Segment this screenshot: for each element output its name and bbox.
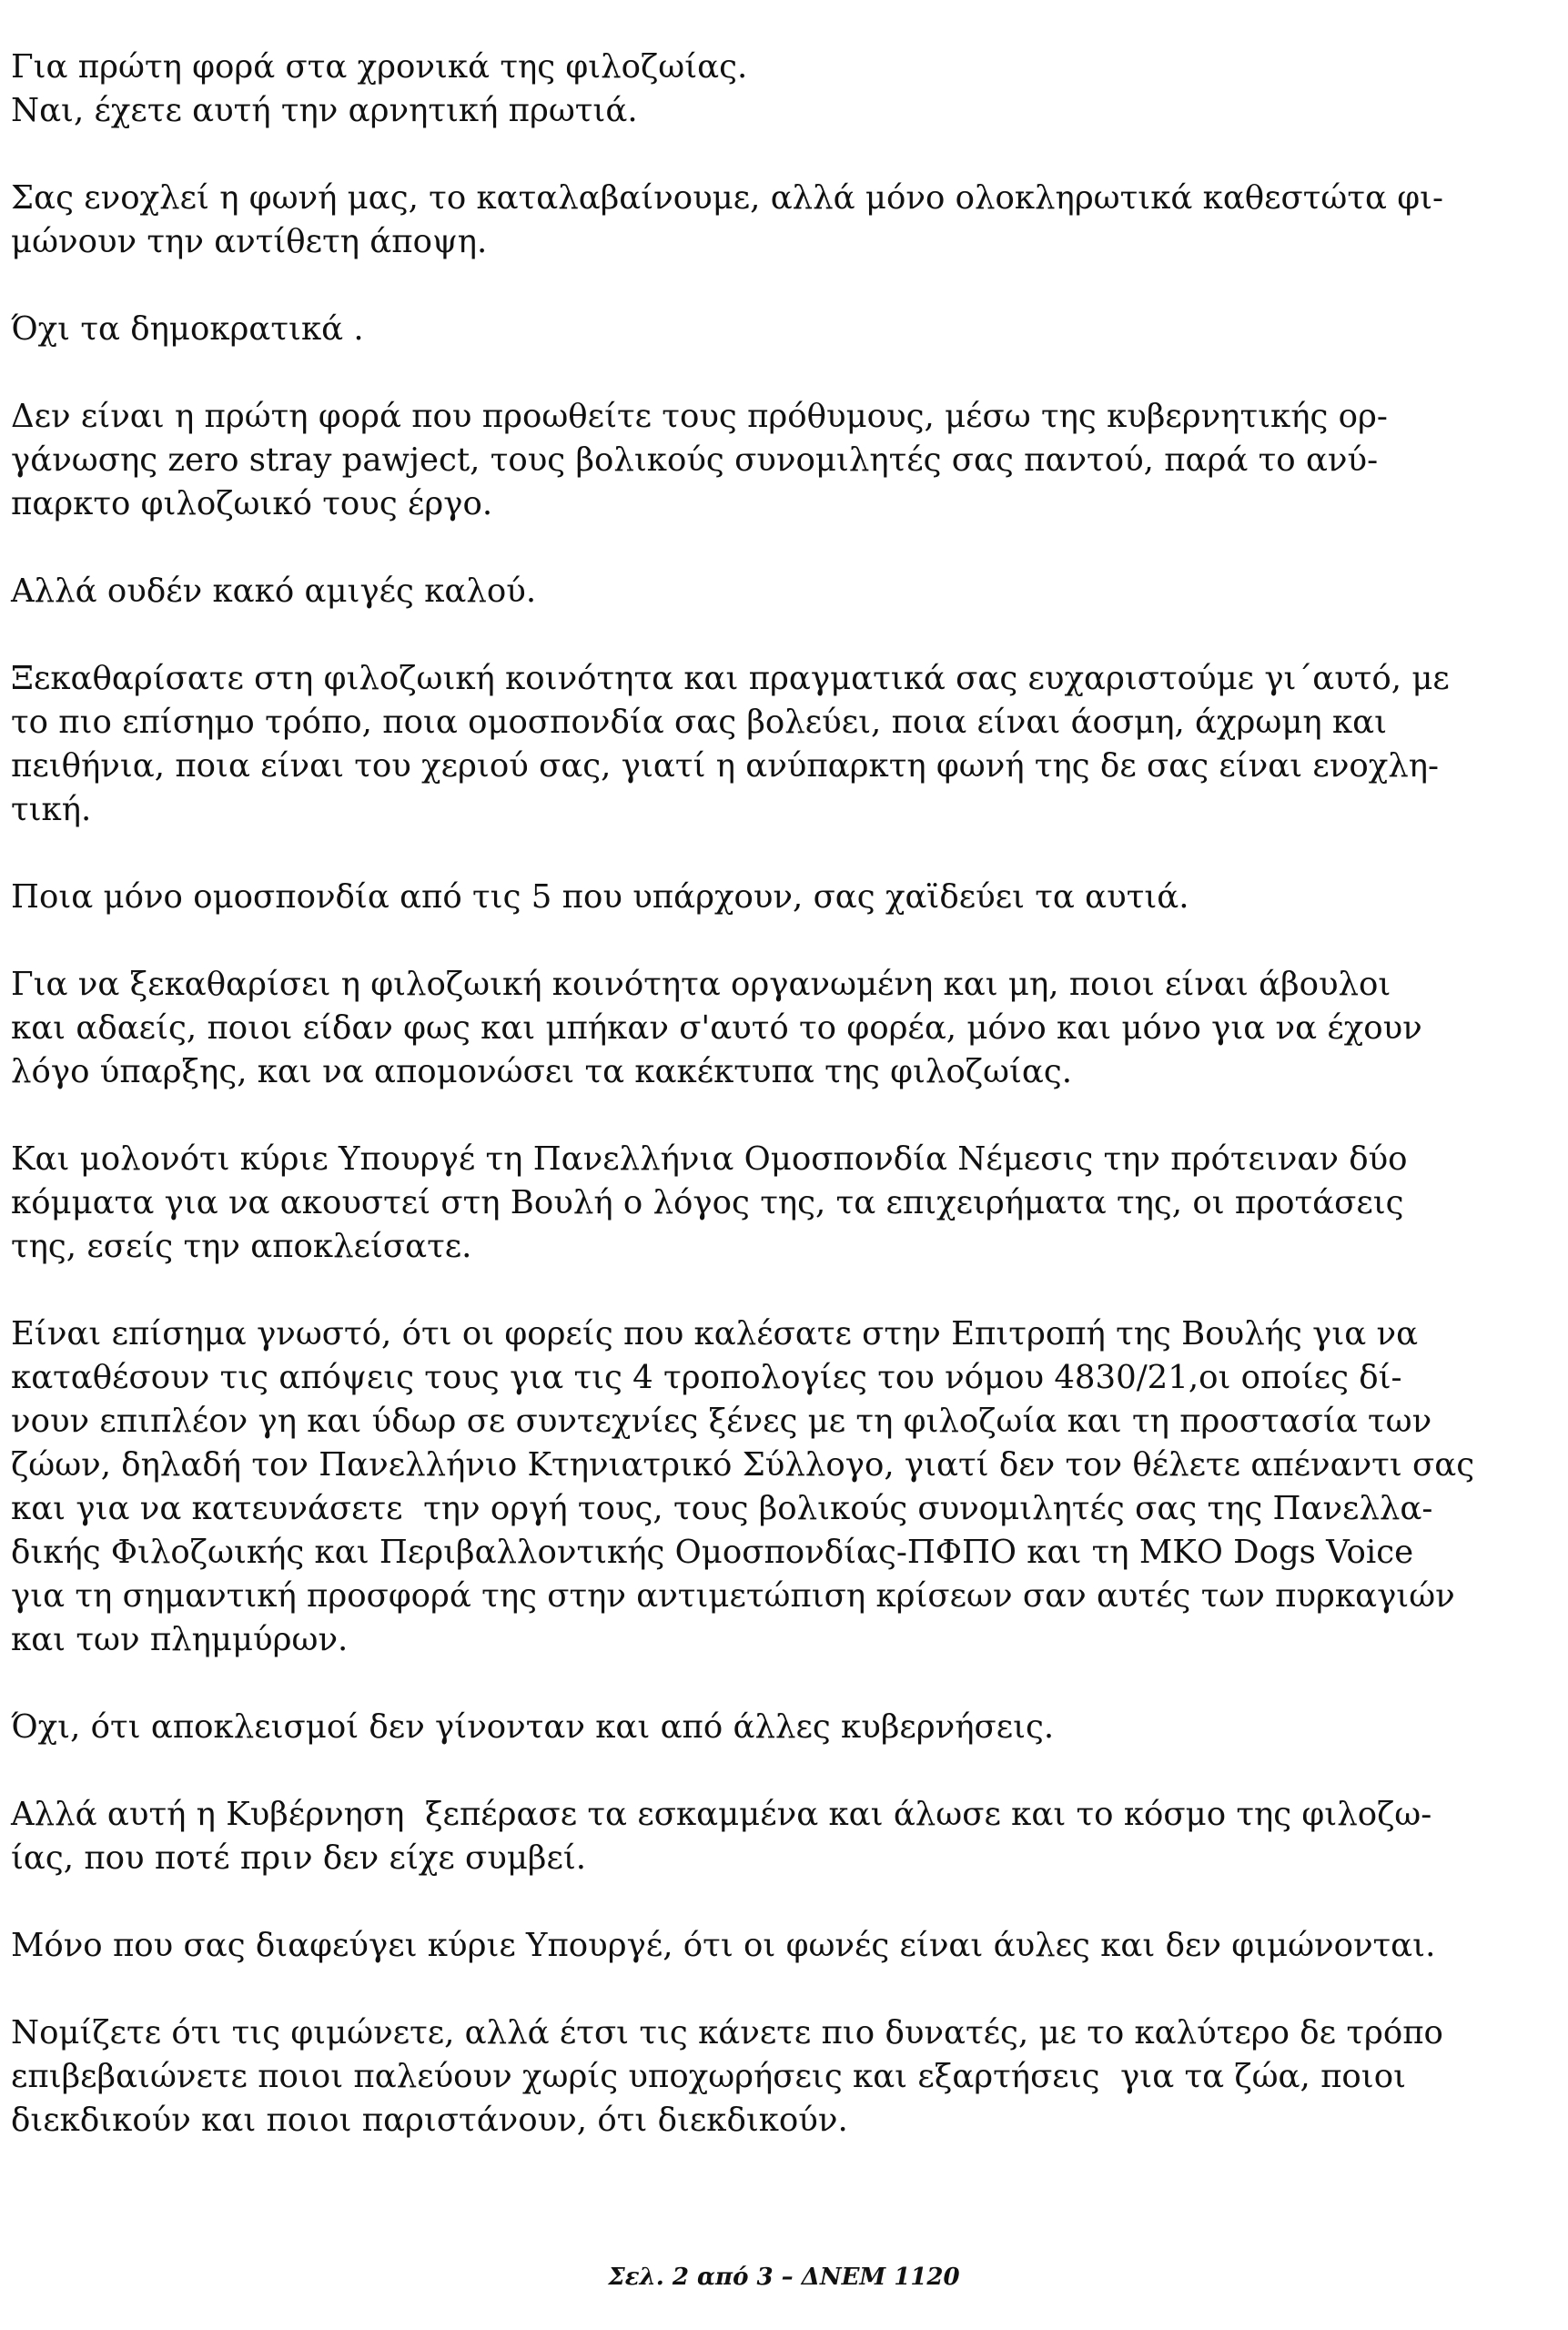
text-line: της, εσείς την αποκλείσατε. [11, 1228, 472, 1265]
text-line: για τη σημαντική προσφορά της στην αντιμετώπιση κρίσεων σαν αυτές των πυρκαγιών [11, 1577, 1455, 1615]
text-line: Όχι τα δημοκρατικά . [11, 310, 364, 348]
text-line: δικής Φιλοζωικής και Περιβαλλοντικής Ομοσπονδίας-ΠΦΠΟ και τη ΜΚΟ Dogs Voice [11, 1534, 1414, 1571]
paragraph-9 [11, 1138, 1549, 1269]
text-line: Μόνο που σας διαφεύγει κύριε Υπουργέ, ότι οι φωνές είναι άυλες και δεν φιμώνονται. [11, 1927, 1436, 1964]
paragraph-11 [11, 1706, 1549, 1749]
text-line: Και μολονότι κύριε Υπουργέ τη Πανελλήνια Ομοσπονδία Νέμεσις την πρότειναν δύο [11, 1140, 1408, 1178]
paragraph-3 [11, 308, 1549, 351]
text-line: Όχι, ότι αποκλεισμοί δεν γίνονταν και από άλλες κυβερνήσεις. [11, 1708, 1055, 1746]
text-line: διεκδικούν και ποιοι παριστάνουν, ότι διεκδικούν. [11, 2102, 848, 2139]
text-line: Σας ενοχλεί η φωνή μας, το καταλαβαίνουμε, αλλά μόνο ολοκληρωτικά καθεστώτα φι- [11, 179, 1444, 217]
text-line: παρκτο φιλοζωικό τους έργο. [11, 485, 493, 522]
text-line: καταθέσουν τις απόψεις τους για τις 4 τροπολογίες του νόμου 4830/21,οι οποίες δί- [11, 1359, 1402, 1396]
text-line: κόμματα για να ακουστεί στη Βουλή ο λόγος της, τα επιχειρήματα της, οι προτάσεις [11, 1184, 1404, 1221]
text-line: Για να ξεκαθαρίσει η φιλοζωική κοινότητα οργανωμένη και μη, ποιοι είναι άβουλοι [11, 966, 1391, 1003]
text-line: γάνωσης zero stray pawject, τους βολικούς συνομιλητές σας παντού, παρά το ανύ- [11, 441, 1379, 479]
text-line: Αλλά αυτή η Κυβέρνηση ξεπέρασε τα εσκαμμένα και άλωσε και το κόσμο της φιλοζω- [11, 1796, 1432, 1833]
paragraph-5 [11, 570, 1549, 613]
text-line: και των πλημμύρων. [11, 1621, 349, 1658]
text-line: επιβεβαιώνετε ποιοι παλεύουν χωρίς υποχωρήσεις και εξαρτήσεις για τα ζώα, ποιοι [11, 2058, 1407, 2095]
text-line: Δεν είναι η πρώτη φορά που προωθείτε τους πρόθυμους, μέσω της κυβερνητικής ορ- [11, 398, 1388, 435]
paragraph-8 [11, 963, 1549, 1094]
paragraph-13 [11, 1924, 1549, 1968]
paragraph-12 [11, 1793, 1549, 1880]
text-line: πειθήνια, ποια είναι του χεριού σας, γιατί η ανύπαρκτη φωνή της δε σας είναι ενοχλη- [11, 747, 1440, 785]
text-line: Νομίζετε ότι τις φιμώνετε, αλλά έτσι τις κάνετε πιο δυνατές, με το καλύτερο δε τρόπο [11, 2014, 1443, 2051]
text-line: ίας, που ποτέ πριν δεν είχε συμβεί. [11, 1839, 587, 1877]
text-line: Ξεκαθαρίσατε στη φιλοζωική κοινότητα και πραγματικά σας ευχαριστούμε γι΄αυτό, με [11, 660, 1450, 697]
text-line: Αλλά ουδέν κακό αμιγές καλού. [11, 572, 537, 610]
text-line: Είναι επίσημα γνωστό, ότι οι φορείς που καλέσατε στην Επιτροπή της Βουλής για να [11, 1315, 1419, 1352]
paragraph-4 [11, 395, 1549, 526]
text-line: και αδαείς, ποιοι είδαν φως και μπήκαν σ'αυτό το φορέα, μόνο και μόνο για να έχουν [11, 1009, 1422, 1047]
text-line: Για πρώτη φορά στα χρονικά της φιλοζωίας. [11, 48, 748, 86]
document-body [11, 46, 1549, 2186]
text-line: και για να κατευνάσετε την οργή τους, τους βολικούς συνομιλητές σας της Πανελλα- [11, 1490, 1433, 1527]
paragraph-2 [11, 177, 1549, 264]
paragraph-10 [11, 1312, 1549, 1662]
text-line: λόγο ύπαρξης, και να απομονώσει τα κακέκτυπα της φιλοζωίας. [11, 1053, 1073, 1090]
paragraph-7 [11, 876, 1549, 919]
text-line: ζώων, δηλαδή τον Πανελλήνιο Κτηνιατρικό Σύλλογο, γιατί δεν τον θέλετε απέναντι σας [11, 1446, 1475, 1484]
text-line: το πιο επίσημο τρόπο, ποια ομοσπονδία σας βολεύει, ποια είναι άοσμη, άχρωμη και [11, 704, 1388, 741]
text-line: νουν επιπλέον γη και ύδωρ σε συντεχνίες ξένες με τη φιλοζωία και τη προστασία των [11, 1403, 1432, 1440]
paragraph-1 [11, 46, 1549, 133]
text-line: μώνουν την αντίθετη άποψη. [11, 223, 488, 260]
text-line: Ναι, έχετε αυτή την αρνητική πρωτιά. [11, 92, 638, 129]
text-line: Ποια μόνο ομοσπονδία από τις 5 που υπάρχουν, σας χαϊδεύει τα αυτιά. [11, 878, 1189, 916]
text-line: τική. [11, 791, 92, 828]
paragraph-6 [11, 657, 1549, 832]
paragraph-14 [11, 2011, 1549, 2143]
page-footer: Σελ. 2 από 3 – ΔΝΕΜ 1120 [608, 2264, 960, 2291]
